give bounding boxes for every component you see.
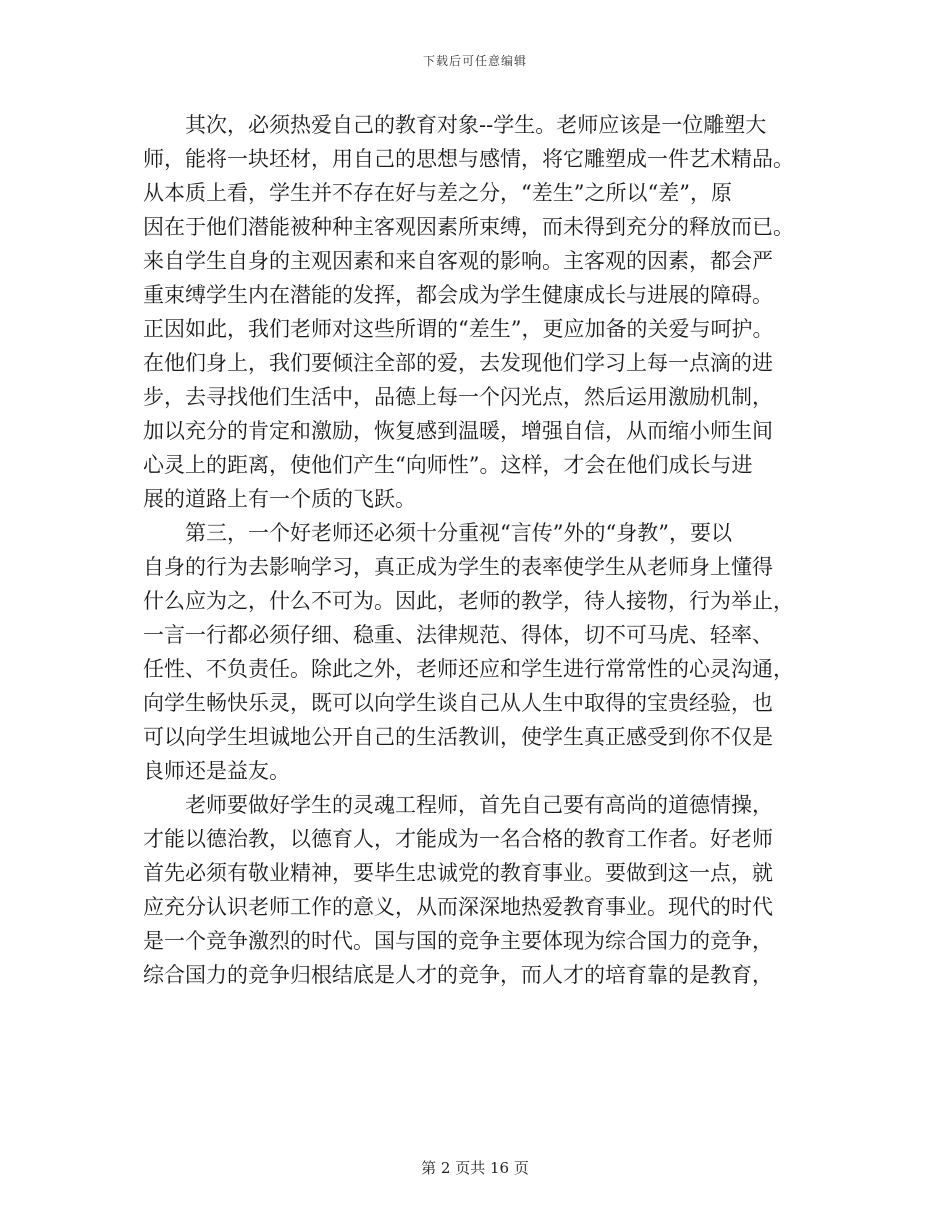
text-line: 师，能将一块坯材，用自己的思想与感情，将它雕塑成一件艺术精品。 [143, 147, 794, 171]
text-line: 应充分认识老师工作的意义，从而深深地热爱教育事业。现代的时代 [143, 895, 773, 919]
text-line: 加以充分的肯定和激励，恢复感到温暖，增强自信，从而缩小师生间 [143, 419, 773, 443]
text-line: 重束缚学生内在潜能的发挥，都会成为学生健康成长与进展的障碍。 [143, 283, 773, 307]
text-line: 首先必须有敬业精神，要毕生忠诚党的教育事业。要做到这一点，就 [143, 861, 773, 885]
page-number: 第 2 页共 16 页 [421, 1159, 529, 1177]
text-line: 才能以德治教，以德育人，才能成为一名合格的教育工作者。好老师 [143, 827, 773, 851]
text-line: 展的道路上有一个质的飞跃。 [143, 487, 416, 511]
text-line: 可以向学生坦诚地公开自己的生活教训，使学生真正感受到你不仅是 [143, 725, 773, 749]
text-line: 良师还是益友。 [143, 759, 290, 783]
text-line: 其次，必须热爱自己的教育对象--学生。老师应该是一位雕塑大 [143, 113, 767, 137]
text-line: 一言一行都必须仔细、稳重、法律规范、得体，切不可马虎、轻率、 [143, 623, 773, 647]
text-line: 综合国力的竞争归根结底是人才的竞争，而人才的培育靠的是教育， [143, 963, 773, 987]
text-line: 向学生畅快乐灵，既可以向学生谈自己从人生中取得的宝贵经验，也 [143, 691, 773, 715]
text-line: 从本质上看，学生并不存在好与差之分，“差生”之所以“差”，原 [143, 181, 732, 205]
text-line: 心灵上的距离，使他们产生“向师性”。这样，才会在他们成长与进 [143, 453, 753, 477]
text-line: 来自学生自身的主观因素和来自客观的影响。主客观的因素，都会严 [143, 249, 773, 273]
text-line: 因在于他们潜能被种种主客观因素所束缚，而未得到充分的释放而已。 [143, 215, 794, 239]
text-line: 正因如此，我们老师对这些所谓的“差生”，更应加备的关爱与呵护。 [143, 317, 774, 341]
text-line: 自身的行为去影响学习，真正成为学生的表率使学生从老师身上懂得 [143, 555, 773, 579]
text-line: 任性、不负责任。除此之外，老师还应和学生进行常常性的心灵沟通， [143, 657, 794, 681]
text-line: 老师要做好学生的灵魂工程师，首先自己要有高尚的道德情操， [143, 793, 773, 817]
text-line: 第三，一个好老师还必须十分重视“言传”外的“身教”，要以 [143, 521, 732, 545]
text-line: 是一个竞争激烈的时代。国与国的竞争主要体现为综合国力的竞争， [143, 929, 773, 953]
page-header: 下载后可任意编辑 [422, 54, 527, 68]
text-line: 步，去寻找他们生活中，品德上每一个闪光点，然后运用激励机制， [143, 385, 773, 409]
text-line: 在他们身上，我们要倾注全部的爱，去发现他们学习上每一点滴的进 [143, 351, 773, 375]
text-line: 什么应为之，什么不可为。因此，老师的教学，待人接物，行为举止， [143, 589, 794, 613]
document-body [143, 108, 803, 992]
